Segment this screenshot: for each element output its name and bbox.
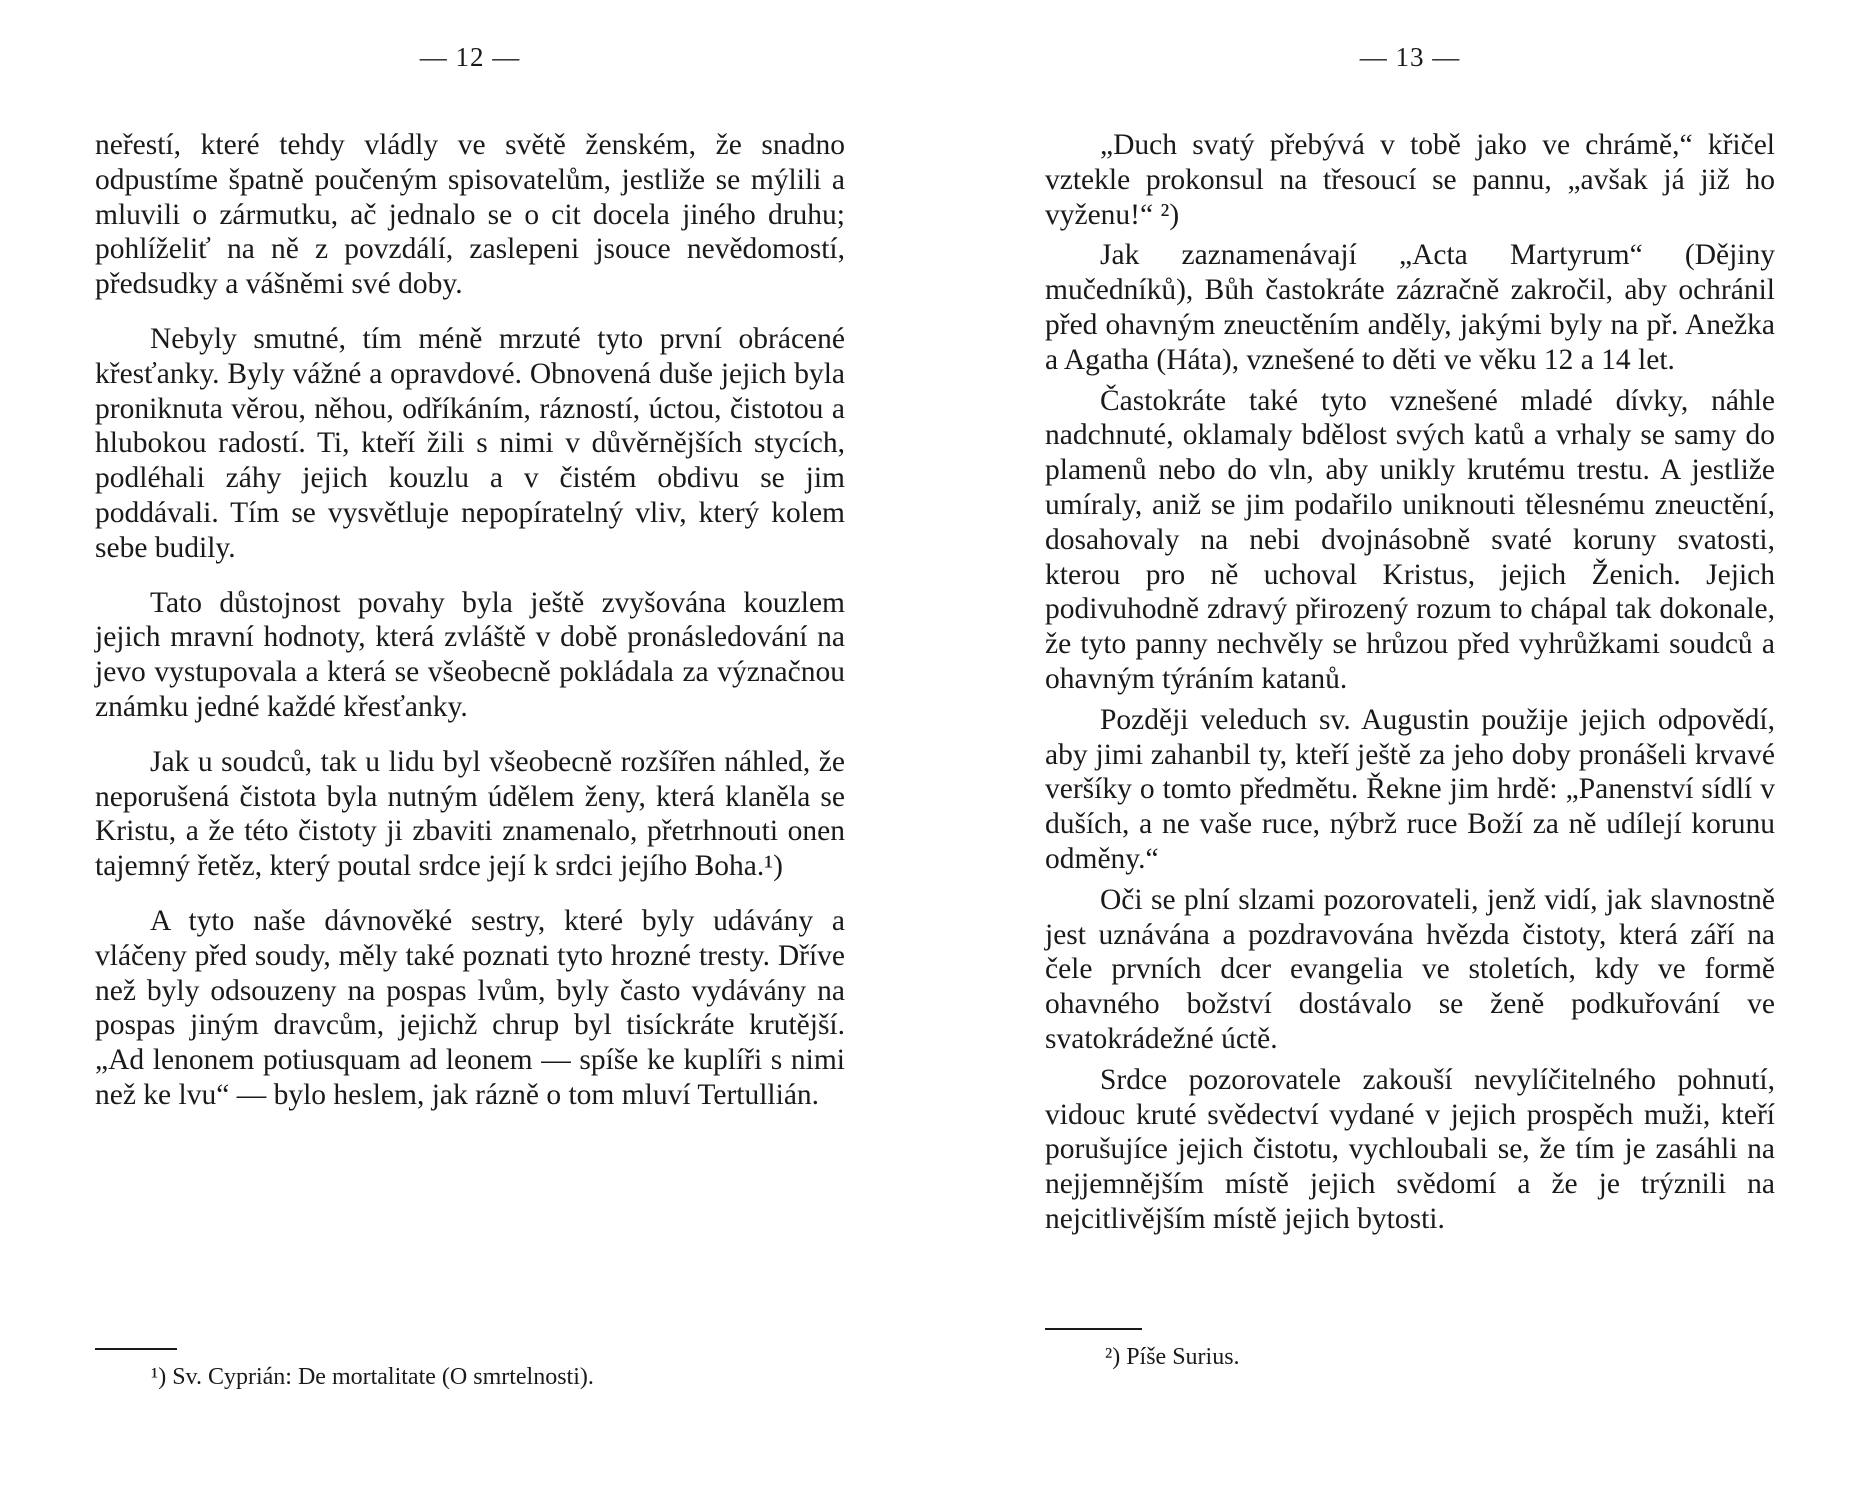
page-number: — 13 — — [1359, 42, 1461, 72]
right-page — [1045, 0, 1775, 1500]
page-body — [1045, 128, 1775, 1243]
paragraph: Nebyly smutné, tím méně mrzuté tyto první obrácené křesťanky. Byly vážné a opravdové. Obnovená duše jejich byla proniknuta věrou, něhou, odříkáním, rázností, úctou, čistotou a hlubokou radostí. Ti, kteří žili s nimi v důvěrnějších stycích, podléhali záhy jejich kouzlu a v čistém obdivu se jim poddávali. Tím se vysvětluje nepopíratelný vliv, který kolem sebe budily. — [95, 322, 845, 564]
page-number: — 12 — — [419, 42, 521, 72]
page-body — [95, 128, 845, 1133]
paragraph: Později veleduch sv. Augustin použije jejich odpovědí, aby jimi zahanbil ty, kteří ještě za jeho doby pronášeli krvavé veršíky o tomto předmětu. Řekne jim hrdě: „Panenství sídlí v duších, a ne vaše ruce, nýbrž ruce Boží za ně udílejí korunu odměny.“ — [1045, 703, 1775, 875]
footnote-rule — [95, 1348, 177, 1350]
paragraph: Jak zaznamenávají „Acta Martyrum“ (Dějiny mučedníků), Bůh častokráte zázračně zakročil, aby ochránil před ohavným zneuctěním anděly, jakými byly na př. Anežka a Agatha (Háta), vznešené to děti ve věku 12 a 14 let. — [1045, 239, 1775, 376]
footnote-rule — [1045, 1328, 1142, 1330]
left-page — [95, 0, 845, 1500]
paragraph: Tato důstojnost povahy byla ještě zvyšována kouzlem jejich mravní hodnoty, která zvláště v době pronásledování na jevo vystupovala a která se všeobecně pokládala za význačnou známku jedné každé křesťanky. — [95, 586, 845, 723]
paragraph: Srdce pozorovatele zakouší nevylíčitelného pohnutí, vidouc kruté svědectví vydané v jejich prospěch muži, kteří porušujíce jejich čistotu, vychloubali se, že tím je zasáhli na nejjemnějším místě jejich svědomí a že je trýznili na nejcitlivějším místě jejich bytosti. — [1045, 1063, 1775, 1235]
paragraph: Jak u soudců, tak u lidu byl všeobecně rozšířen náhled, že neporušená čistota byla nutným údělem ženy, která klaněla se Kristu, a že této čistoty ji zbaviti znamenalo, přetrhnouti onen tajemný řetěz, který poutal srdce její k srdci jejího Boha.¹) — [95, 745, 845, 883]
footnote: ²) Píše Surius. — [1105, 1344, 1240, 1370]
paragraph: neřestí, které tehdy vládly ve světě ženském, že snadno odpustíme špatně poučeným spisovatelům, jestliže se mýlili a mluvili o zármutku, ač jednalo se o cit docela jiného druhu; pohlíželiť na ně z povzdálí, zaslepeni jsouce nevědomostí, předsudky a vášněmi své doby. — [95, 129, 845, 301]
paragraph: Častokráte také tyto vznešené mladé dívky, náhle nadchnuté, oklamaly bdělost svých katů a vrhaly se samy do plamenů nebo do vln, aby unikly krutému trestu. A jestliže umíraly, aniž se jim podařilo uniknouti tělesnému zneuctění, dosahovaly na nebi dvojnásobně svaté koruny svatosti, kterou pro ně uchoval Kristus, jejich Ženich. Jejich podivuhodně zdravý přirozený rozum to chápal tak dokonale, že tyto panny nechvěly se hrůzou před vyhrůžkami soudců a ohavným týráním katanů. — [1045, 384, 1775, 695]
footnote: ¹) Sv. Cyprián: De mortalitate (O smrtelnosti). — [151, 1364, 594, 1390]
paragraph: „Duch svatý přebývá v tobě jako ve chrámě,“ křičel vztekle prokonsul na třesoucí se pannu, „avšak já již ho vyženu!“ ²) — [1045, 129, 1775, 231]
paragraph: Oči se plní slzami pozorovateli, jenž vidí, jak slavnostně jest uznávána a pozdravována hvězda čistoty, která září na čele prvních dcer evangelia ve stoletích, kdy ve formě ohavného božství dostávalo se ženě podkuřování ve svatokrádežné úctě. — [1045, 883, 1775, 1055]
paragraph: A tyto naše dávnověké sestry, které byly udávány a vláčeny před soudy, měly také poznati tyto hrozné tresty. Dříve než byly odsouzeny na pospas lvům, byly často vydávány na pospas jiným dravcům, jejichž chrup byl tisíckráte krutější. „Ad lenonem potiusquam ad leonem — spíše ke kuplíři s nimi než ke lvu“ — bylo heslem, jak rázně o tom mluví Tertullián. — [95, 904, 845, 1111]
